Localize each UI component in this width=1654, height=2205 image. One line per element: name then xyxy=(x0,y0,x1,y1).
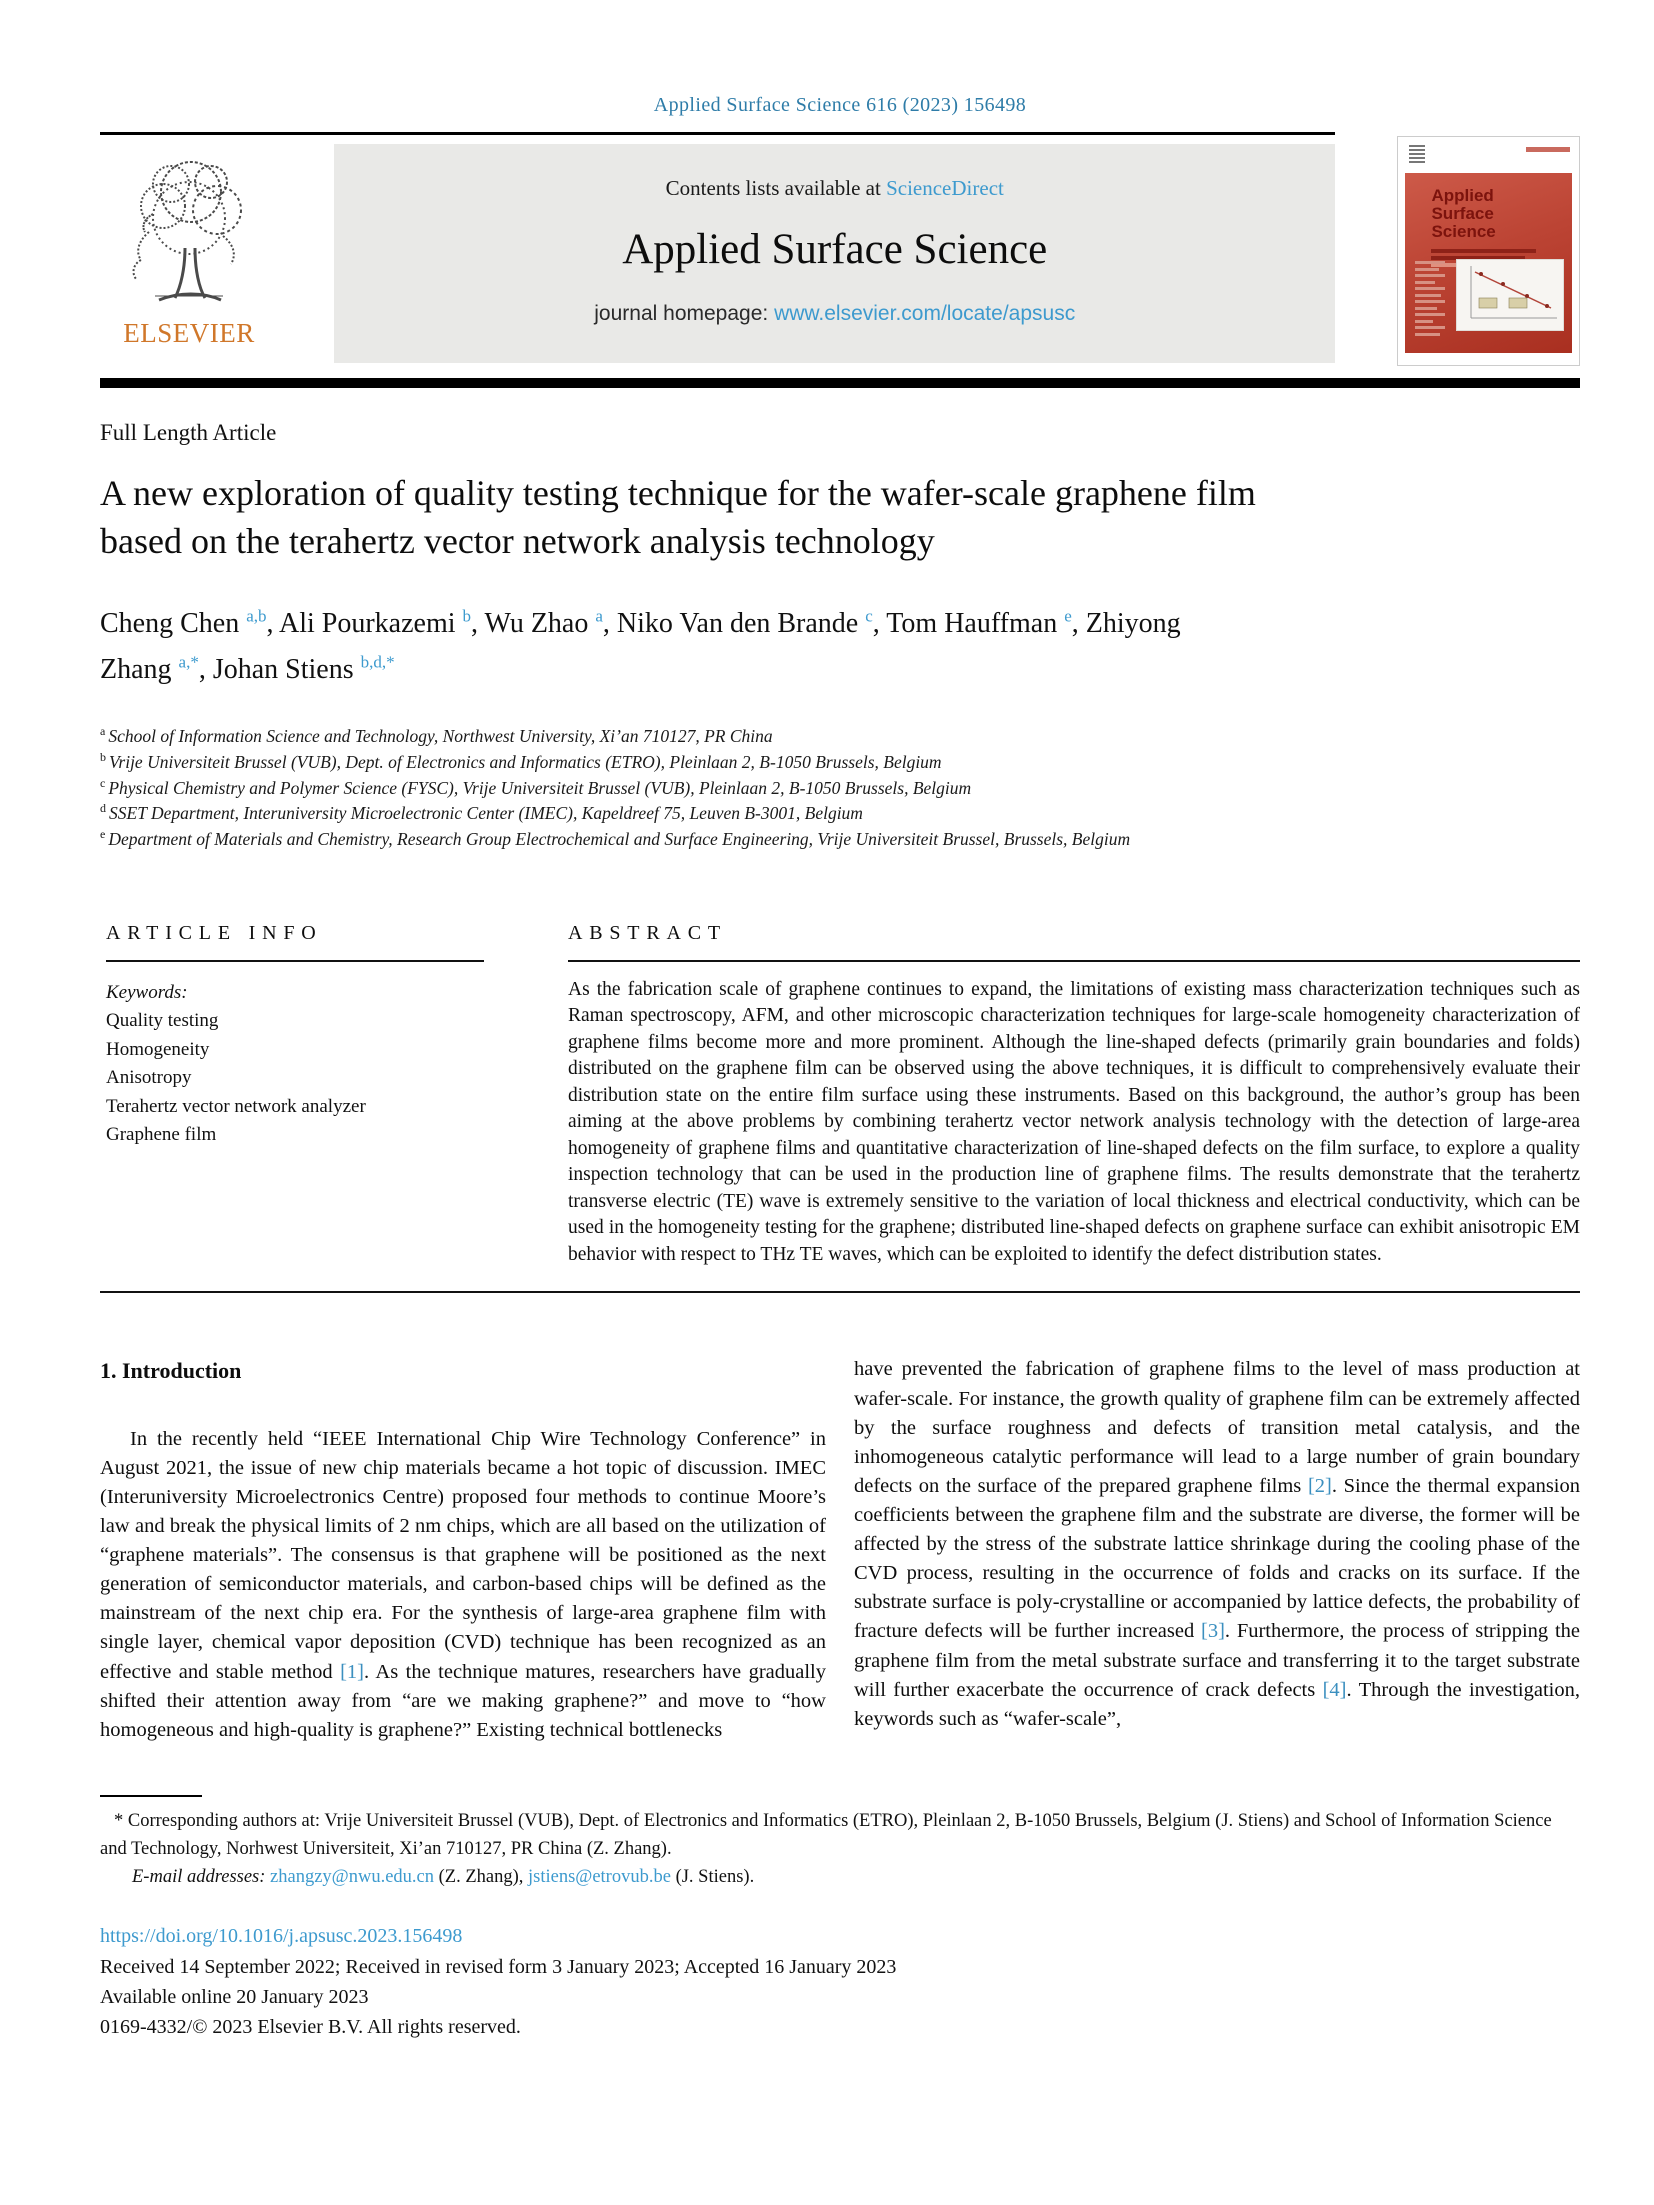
cover-issn-mark xyxy=(1526,147,1570,152)
elsevier-logo xyxy=(100,144,278,366)
abstract-rule xyxy=(568,960,1580,962)
journal-homepage-link[interactable]: www.elsevier.com/locate/apsusc xyxy=(774,302,1076,325)
cover-title: Applied Surface Science xyxy=(1431,186,1496,241)
cover-publisher-mark xyxy=(1409,145,1425,165)
email-link[interactable]: zhangzy@nwu.edu.cn xyxy=(270,1867,434,1888)
introduction-section xyxy=(100,1355,1580,1744)
homepage-line: journal homepage: www.elsevier.com/locate/apsusc xyxy=(594,302,1076,325)
article-type: Full Length Article xyxy=(100,420,277,445)
intro-right-column xyxy=(854,1355,1580,1744)
journal-header xyxy=(100,132,1580,366)
keyword: Quality testing xyxy=(106,1010,219,1032)
journal-citation: Applied Surface Science 616 (2023) 156498 xyxy=(653,94,1027,116)
reference-link[interactable]: [4] xyxy=(1322,1678,1347,1701)
intro-left-paragraph: In the recently held “IEEE International Chip Wire Technology Conference” in August 2021, the issue of new chip materials became a hot topic of discussion. IMEC (Interuniversity Microelectronics Centre) proposed four methods to continue Moore’s law and break the physical limits of 2 nm chips, which are all based on the utilization of “graphene materials”. The consensus is that graphene will be positioned as the next generation of semiconductor materials, and carbon-based chips will be defined as the mainstream of the next chip era. For the synthesis of large-area graphene film with single layer, chemical vapor deposition (CVD) technique has been recognized as an effective and stable method [1]. As the technique matures, researchers have gradually shifted their attention away from “are we making graphene?” and move to “how homogeneous and high-quality is graphene?” Existing technical bottlenecks xyxy=(100,1427,826,1741)
affiliation: $^a$ School of Information Science and Technology, Northwest University, Xi’an 710127, PR China xyxy=(100,724,773,747)
email-line: E-mail addresses: zhangzy@nwu.edu.cn (Z. Zhang), jstiens@etrovub.be (J. Stiens). xyxy=(132,1867,755,1888)
journal-name: Applied Surface Science xyxy=(622,226,1048,273)
affiliation: $^e$ Department of Materials and Chemistry, Research Group Electrochemical and Surface Engineering, Vrije Universiteit Brussel, Brussels, Belgium xyxy=(100,827,1131,849)
affiliation: $^d$ SSET Department, Interuniversity Microelectronic Center (IMEC), Kapeldreef 75, Leuven B-3001, Belgium xyxy=(100,801,863,824)
contents-line: Contents lists available at ScienceDirect xyxy=(665,176,1004,200)
keywords-block xyxy=(106,979,484,1150)
author-list: Cheng Chen $^{a,b}$, Ali Pourkazemi $^b$, Wu Zhao $^a$, Niko Van den Brande $^c$, Tom Hauffman $^e$, Zhiyong Zhang $^{a,*}$, Johan Stiens $^{b,d,*}$ xyxy=(100,606,1181,686)
author: Tom Hauffman $^e$ xyxy=(886,606,1072,640)
available-line: Available online 20 January 2023 xyxy=(100,1985,369,2008)
abstract-column xyxy=(568,922,1580,1269)
reference-link[interactable]: [3] xyxy=(1201,1620,1225,1643)
received-line: Received 14 September 2022; Received in revised form 3 January 2023; Accepted 16 January 2023 xyxy=(100,1955,897,1978)
affiliation-list xyxy=(100,723,1580,851)
article-info-heading: ARTICLE INFO xyxy=(106,921,323,944)
intro-right-paragraph: have prevented the fabrication of graphene films to the level of mass production at wafer-scale. For instance, the growth quality of graphene film can be extremely affected by the surface roughness and defects of transition metal catalysis, and the inhomogeneous catalytic performance will lead to a large number of grain boundary defects on the surface of the prepared graphene films [2]. Since the thermal expansion coefficients between the graphene film and the substrate are diverse, the former will be affected by the stress of the substrate lattice shrinkage during the cooling phase of the CVD process, resulting in the occurrence of folds and cracks on its surface. If the substrate surface is poly-crystalline or accompanied by lattice defects, the probability of fracture defects will be further increased [3]. Furthermore, the process of stripping the graphene film from the metal substrate surface and transferring it to the target substrate will further exacerbate the occurrence of crack defects [4]. Through the investigation, keywords such as “wafer-scale”, xyxy=(854,1358,1580,1730)
keyword: Terahertz vector network analyzer xyxy=(106,1095,366,1117)
footnote-rule xyxy=(100,1795,202,1797)
info-abstract-section xyxy=(100,922,1580,1269)
keyword: Anisotropy xyxy=(106,1067,192,1089)
elsevier-wordmark: ELSEVIER xyxy=(123,318,255,348)
article-info-column xyxy=(100,922,484,1269)
elsevier-tree-icon xyxy=(119,148,259,316)
sciencedirect-link[interactable]: ScienceDirect xyxy=(886,176,1004,200)
author: Niko Van den Brande $^c$ xyxy=(616,606,873,640)
reference-link[interactable]: [1] xyxy=(340,1660,364,1683)
footer-block xyxy=(100,1921,1580,2043)
author: Zhiyong Zhang $^{a,*}$ xyxy=(100,608,1181,686)
journal-cover-thumbnail xyxy=(1397,136,1580,366)
paper-title: A new exploration of quality testing technique for the wafer-scale graphene film based on the terahertz vector network analysis technology xyxy=(100,473,1256,561)
affiliation: $^c$ Physical Chemistry and Polymer Science (FYSC), Vrije Universiteit Brussel (VUB), Pleinlaan 2, B-1050 Brussels, Belgium xyxy=(100,775,972,798)
doi-link[interactable]: https://doi.org/10.1016/j.apsusc.2023.156498 xyxy=(100,1925,463,1948)
journal-banner xyxy=(334,144,1335,363)
abstract-text: As the fabrication scale of graphene continues to expand, the limitations of existing mass characterization techniques such as Raman spectroscopy, AFM, and other microscopic characterization techniques for large-scale homogeneity characterization of graphene films become more and more prominent. Although the line-shaped defects (primarily grain boundaries and folds) distributed on the graphene film can be observed using the above techniques, it is difficult to comprehensively evaluate their distribution state on the entire film surface using these instruments. Based on this background, the author’s group has been aiming at the above problems by combining terahertz vector network analysis technology with the detection of large-area homogeneity of graphene films and quantitative characterization of line-shaped defects on the film surface, to explore a quality inspection technology that can be used in the production line of graphene films. The results demonstrate that the terahertz transverse electric (TE) wave is extremely sensitive to the variation of local thickness and electrical conductivity, which can be used in the homogeneity testing for the graphene; distributed line-shaped defects on graphene surface can exhibit anisotropic EM behavior with respect to THz TE waves, which can be exploited to identify the defect distribution states. xyxy=(568,978,1580,1265)
reference-link[interactable]: [2] xyxy=(1307,1474,1332,1497)
corresponding-author-note: * Corresponding authors at: Vrije Universiteit Brussel (VUB), Dept. of Electronics and Informatics (ETRO), Pleinlaan 2, B-1050 Brussels, Belgium (J. Stiens) and School of Information Science and Technology, Norhwest Universiteit, Xi’an 710127, PR China (Z. Zhang). xyxy=(100,1810,1552,1859)
email-link[interactable]: jstiens@etrovub.be xyxy=(528,1867,671,1888)
abstract-heading: ABSTRACT xyxy=(568,921,727,944)
author: Johan Stiens $^{b,d,*}$ xyxy=(212,652,395,686)
keyword: Graphene film xyxy=(106,1124,217,1146)
email-label: E-mail addresses: xyxy=(132,1867,271,1888)
keywords-list xyxy=(106,1007,484,1150)
intro-left-column xyxy=(100,1355,826,1744)
author: Wu Zhao $^a$ xyxy=(484,606,603,640)
footnote-block xyxy=(100,1795,1580,1891)
abstract-bottom-rule xyxy=(100,1291,1580,1293)
copyright-line: 0169-4332/© 2023 Elsevier B.V. All rights reserved. xyxy=(100,2016,521,2039)
header-divider-bar xyxy=(100,378,1580,388)
affiliation: $^b$ Vrije Universiteit Brussel (VUB), Dept. of Electronics and Informatics (ETRO), Pleinlaan 2, B-1050 Brussels, Belgium xyxy=(100,750,942,772)
keyword: Homogeneity xyxy=(106,1038,210,1060)
author: Ali Pourkazemi $^b$ xyxy=(278,606,472,640)
keywords-label: Keywords: xyxy=(106,981,188,1003)
cover-inset-chart xyxy=(1456,259,1564,331)
cover-editor-list xyxy=(1415,261,1445,339)
author: Cheng Chen $^{a,b}$ xyxy=(100,606,267,640)
article-info-rule xyxy=(106,960,484,962)
introduction-heading: 1. Introduction xyxy=(100,1358,242,1384)
